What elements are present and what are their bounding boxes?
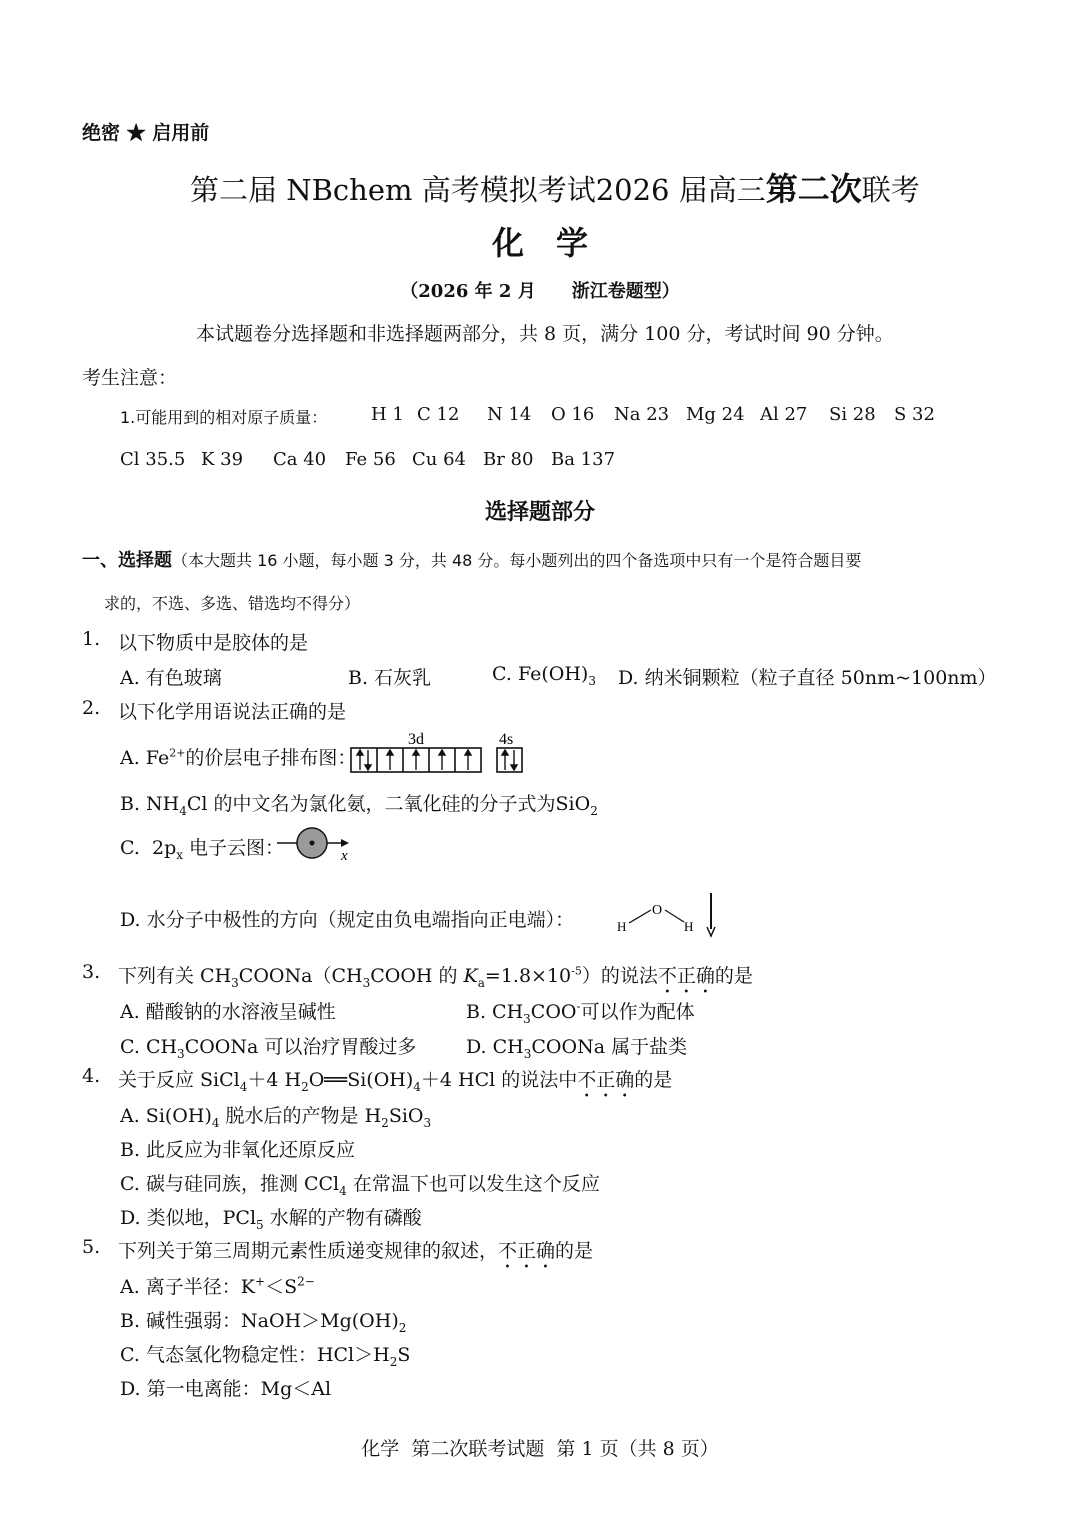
q3-option-a: A. 醋酸钠的水溶液呈碱性 (120, 1001, 336, 1023)
mass-ba: Ba 137 (551, 449, 616, 470)
mass-n: N 14 (487, 404, 532, 425)
p-orbital-cloud-diagram (275, 826, 355, 864)
mass-ca: Ca 40 (273, 449, 327, 470)
q5-option-b: B. 碱性强弱：$NaOH>Mg(OH)_2$ (120, 1310, 407, 1335)
q4-option-b: B. 此反应为非氧化还原反应 (120, 1139, 356, 1161)
q4-option-c: C. 碳与硅同族，推测 CCl$_4$ 在常温下也可以发生这个反应 (120, 1173, 600, 1198)
question-2-stem: 以下化学用语说法正确的是 (118, 701, 347, 723)
question-4-stem: 关于反应 SiCl$_4$＋4 $H_2O══Si(OH)_4+4$ HCl 的说法中不正确的是 (118, 1069, 673, 1094)
atom-oxygen: O (652, 903, 663, 918)
section-heading: 一、选择题（本大题共 16 小题，每小题 3 分，共 48 分。每小题列出的四个备选项中只有一个是符合题目要 (82, 550, 862, 571)
q1-option-b: B. 石灰乳 (348, 667, 432, 689)
subject-title: 化 学 (491, 224, 588, 262)
question-1-number: 1. (82, 628, 101, 650)
q2-option-a: A. $Fe^{2+}$的价层电子排布图： (120, 746, 357, 769)
mass-c: C 12 (417, 404, 460, 425)
mass-br: Br 80 (483, 449, 534, 470)
x-axis-label: x (341, 848, 348, 864)
label-3d: 3d (408, 731, 424, 748)
question-3-stem: 下列有关 $CH_3COONa(CH_3COOH$ 的 $K_a=1.8\times 10^{-5}$）的说法不正确的是 (118, 964, 753, 990)
q1-option-c: C. $Fe(OH)_3$ (492, 663, 596, 688)
question-4-number: 4. (82, 1065, 101, 1087)
q3-option-d: D. $CH_3COONa$ 属于盐类 (466, 1036, 688, 1061)
notice-label: 考生注意： (82, 367, 178, 389)
label-4s: 4s (499, 731, 514, 748)
mass-s: S 32 (894, 404, 935, 425)
page-footer: 化学 第二次联考试题 第 1 页（共 8 页） (361, 1438, 719, 1460)
section-heading-cont: 求的，不选、多选、错选均不得分） (104, 594, 361, 613)
q1-option-a: A. 有色玻璃 (120, 667, 222, 689)
q5-option-a: A. 离子半径：$K^+<S^{2-}$ (120, 1274, 315, 1298)
q5-option-d: D. 第一电离能：Mg＜Al (120, 1378, 332, 1400)
exam-date: （2026 年 2 月 浙江卷题型） (400, 281, 680, 302)
atomic-mass-label: 1.可能用到的相对原子质量： (120, 408, 328, 427)
orbital-box-4s (497, 748, 522, 772)
exam-title: 第二届 NBchem 高考模拟考试2026 届高三第二次联考 (190, 170, 920, 208)
q5-option-c: C. 气态氢化物稳定性：$HCl>H_2S$ (120, 1344, 411, 1369)
q1-option-d: D. 纳米铜颗粒（粒子直径 50nm~100nm） (618, 667, 997, 689)
intro-text: 本试题卷分选择题和非选择题两部分，共 8 页，满分 100 分，考试时间 90 分钟。 (196, 323, 894, 345)
atom-hydrogen-left: H (617, 919, 627, 934)
mass-fe: Fe 56 (345, 449, 396, 470)
mass-na: Na 23 (614, 404, 670, 425)
mass-o: O 16 (551, 404, 595, 425)
q4-option-d: D. 类似地，PCl$_5$ 水解的产物有磷酸 (120, 1207, 422, 1232)
confidential-label: 绝密 ★ 启用前 (82, 122, 210, 144)
mass-al: Al 27 (760, 404, 808, 425)
section-title: 选择题部分 (484, 499, 595, 525)
q2-option-c: C. $2p_x$ 电子云图： (120, 837, 285, 862)
question-5-number: 5. (82, 1236, 101, 1258)
question-1-stem: 以下物质中是胶体的是 (118, 632, 309, 654)
atom-hydrogen-right: H (684, 919, 694, 934)
mass-cl: Cl 35.5 (120, 449, 186, 470)
orbital-diagram (344, 727, 534, 777)
mass-k: K 39 (201, 449, 244, 470)
question-5-stem: 下列关于第三周期元素性质递变规律的叙述，不正确的是 (118, 1240, 594, 1262)
water-molecule-diagram (612, 891, 722, 941)
mass-cu: Cu 64 (412, 449, 466, 470)
question-2-number: 2. (82, 697, 101, 719)
mass-si: Si 28 (829, 404, 876, 425)
q2-option-b: B. $NH_4Cl$ 的中文名为氯化氨，二氧化硅的分子式为SiO$_2$ (120, 793, 598, 818)
mass-h: H 1 (371, 404, 404, 425)
q4-option-a: A. $Si(OH)_4$ 脱水后的产物是 $H_2SiO_3$ (120, 1105, 432, 1130)
q3-option-b: B. $CH_3COO^-$可以作为配体 (466, 999, 695, 1026)
q3-option-c: C. $CH_3COONa$ 可以治疗胃酸过多 (120, 1036, 417, 1061)
q2-option-d: D. 水分子中极性的方向（规定由负电端指向正电端）： (120, 909, 575, 931)
mass-mg: Mg 24 (686, 404, 745, 425)
question-3-number: 3. (82, 961, 101, 983)
